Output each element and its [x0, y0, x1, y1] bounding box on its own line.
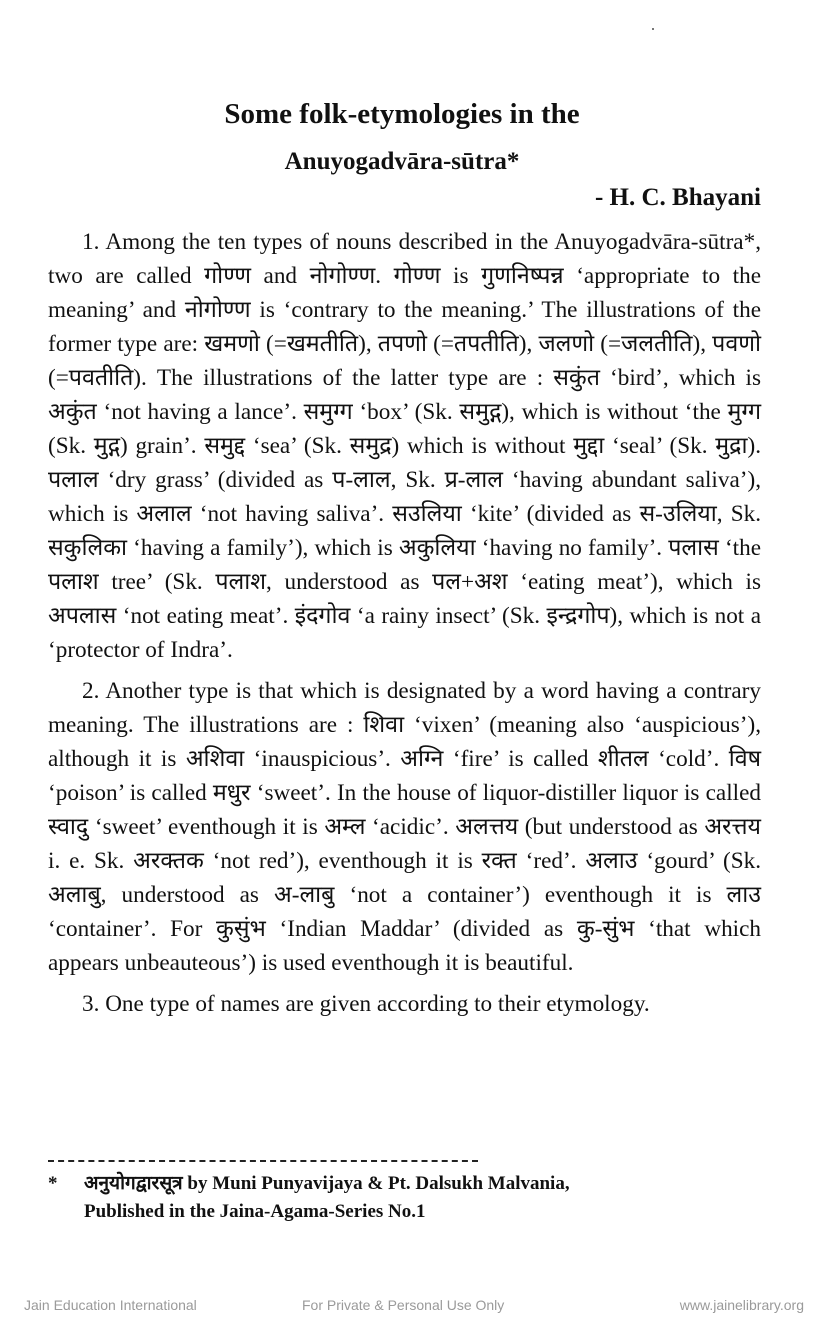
footer-left-text: Jain Education International: [24, 1297, 197, 1313]
footnote-line-2: Published in the Jaina-Agama-Series No.1: [84, 1201, 426, 1222]
article-title: Some folk-etymologies in the: [224, 98, 580, 130]
paragraph-3: 3. One type of names are given according to their etymology.: [82, 991, 650, 1017]
article-subtitle: Anuyogadvāra-sūtra*: [284, 148, 520, 175]
author-line: - H. C. Bhayani: [594, 184, 761, 211]
footer-middle-text: For Private & Personal Use Only: [302, 1297, 505, 1313]
paragraph-2: 2. Another type is that which is designated by a word having a contrary meaning. The illustrations are : शिवा ‘vixen’ (meaning also ‘auspicious’), although it is अशिवा ‘inauspicious’. अग्नि ‘fire’ is called शीतल ‘cold’. विष ‘poison’ is called मधुर ‘sweet’. In the house of liquor-distiller liquor is called स्वादु ‘sweet’ eventhough it is अम्ल ‘acidic’. अलत्तय (but understood as अरत्तय i. e. Sk. अरक्तक ‘not red’), eventhough it is रक्त ‘red’. अलाउ ‘gourd’ (Sk. अलाबु, understood as अ-लाबु ‘not a container’) eventhough it is लाउ ‘container’. For कुसुंभ ‘Indian Maddar’ (divided as कु-सुंभ ‘that which appears unbeauteous’) is used eventhough it is beautiful.: [48, 678, 761, 976]
paragraph-1: 1. Among the ten types of nouns described in the Anuyogadvāra-sūtra*, two are called गोण्ण and नोगोण्ण. गोण्ण is गुणनिष्पन्न ‘appropriate to the meaning’ and नोगोण्ण is ‘contrary to the meaning.’ The illustrations of the former type are: खमणो (=खमतीति), तपणो (=तपतीति), जलणो (=जलतीति), पवणो (=पवतीति). The illustrations of the latter type are : सकुंत ‘bird’, which is अकुंत ‘not having a lance’. समुग्ग ‘box’ (Sk. समुद्ग), which is without ‘the मुग्ग (Sk. मुद्ग) grain’. समुद्द ‘sea’ (Sk. समुद्र) which is without मुद्दा ‘seal’ (Sk. मुद्रा). पलाल ‘dry grass’ (divided as प-लाल, Sk. प्र-लाल ‘having abundant saliva’), which is अलाल ‘not having saliva’. सउलिया ‘kite’ (divided as स-उलिया, Sk. सकुलिका ‘having a family’), which is अकुलिया ‘having no family’. पलास ‘the पलाश tree’ (Sk. पलाश, understood as पल+अश ‘eating meat’), which is अपलास ‘not eating meat’. इंदगोव ‘a rainy insect’ (Sk. इन्द्रगोप), which is not a ‘protector of Indra’.: [48, 229, 761, 663]
footnote-divider: [48, 1160, 478, 1162]
footnote-marker: *: [48, 1173, 58, 1194]
footer-website-link[interactable]: www.jainelibrary.org: [679, 1297, 804, 1313]
scan-speck: [652, 28, 654, 30]
article-body: [48, 225, 761, 1028]
footnote-line-1: अनुयोगद्वारसूत्र by Muni Punyavijaya & Pt. Dalsukh Malvania,: [84, 1173, 570, 1194]
footnote: [48, 1170, 761, 1226]
